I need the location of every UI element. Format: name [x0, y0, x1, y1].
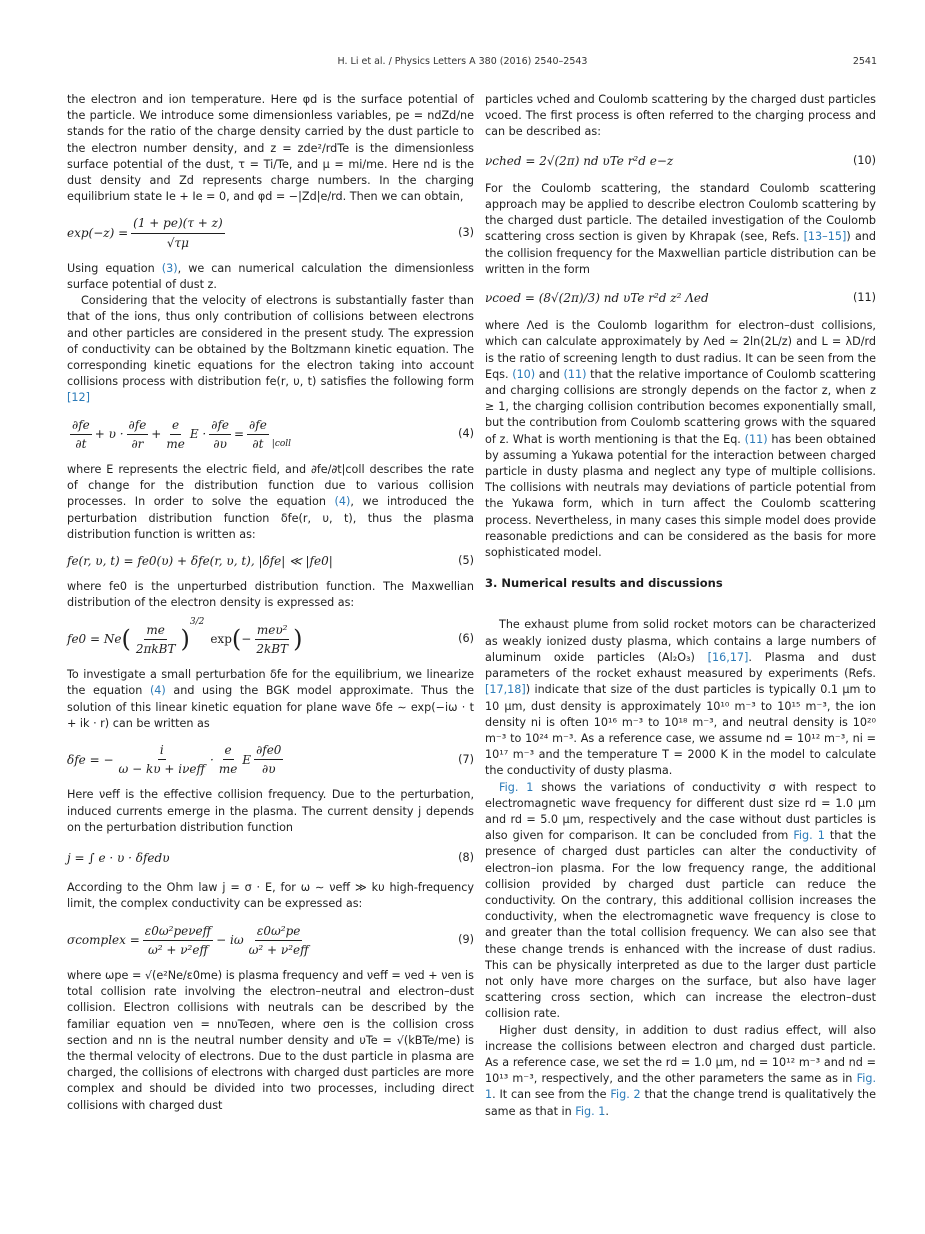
eq-term: E ·	[189, 427, 207, 442]
eq-link[interactable]: (4)	[334, 495, 351, 509]
eq-term: ·	[209, 752, 214, 767]
eq-denominator: ∂t	[75, 436, 87, 451]
equation-8	[67, 850, 474, 866]
left-column	[67, 92, 474, 1114]
right-paren: )	[293, 625, 303, 654]
eq-denominator: 2kBT	[256, 641, 289, 656]
paragraph: where fe0 is the unperturbed distribution function. The Maxwellian distribution of the electron density is expressed as:	[67, 580, 474, 610]
eq-body: νcoed = (8√(2π)/3) nd υTe r²d z² Λed	[485, 291, 709, 306]
text: The exhaust plume from solid rocket motors can be characterized as weakly ionized dusty plasma, which contains a large numbers of aluminum oxide particles (Al₂O₃)	[485, 618, 876, 664]
eq-term: +	[151, 427, 162, 442]
eq-link[interactable]: (10)	[512, 367, 536, 381]
paragraph	[67, 261, 474, 293]
ref-link[interactable]: [12]	[67, 391, 90, 405]
eq-denominator: me	[166, 436, 185, 451]
ref-link[interactable]: [16,17]	[707, 650, 749, 664]
text: , we can numerical calculation the dimensionless surface potential of dust z.	[67, 261, 474, 292]
eq-term: =	[233, 427, 245, 442]
eq-numerator: ε0ω²peνeff	[143, 923, 213, 941]
eq-term: exp	[210, 632, 232, 647]
paragraph	[67, 293, 474, 406]
equation-number: (6)	[458, 632, 474, 646]
text: .	[605, 1104, 609, 1118]
equation-number: (3)	[458, 226, 474, 240]
text: ) indicate that size of the dust particles is typically 0.1 μm to 10 μm, dust density is approximately 10¹⁰ m⁻³ to 10¹⁵ m⁻³, the ion density ni is often 10¹⁶ m⁻³ to 10¹⁸ m⁻³, and neutral density is 10²⁰ m⁻³ to 10²⁴ m⁻³. As a reference case, we assume nd = 10¹² m⁻³, ni = 10¹⁷ m⁻³ and the temperature T = 2000 K in the model to calculate the conductivity of dusty plasma.	[485, 683, 876, 778]
text: and	[535, 367, 564, 381]
section-heading: 3. Numerical results and discussions	[485, 576, 723, 591]
paragraph	[67, 462, 474, 543]
equation-number: (7)	[458, 752, 474, 766]
equation-4	[67, 417, 474, 452]
paragraph: Here νeff is the effective collision frequency. Due to the perturbation, induced currents emerge in the plasma. The current density j depends on the perturbation distribution function	[67, 788, 474, 834]
paragraph	[485, 181, 876, 278]
eq-lhs: fe0 = Ne	[67, 632, 122, 647]
page-number: 2541	[852, 56, 877, 67]
eq-denominator: √τμ	[166, 235, 189, 250]
paragraph	[485, 617, 876, 779]
text: . Plasma and dust parameters of the rocket exhaust measured by experiments (Refs.	[485, 650, 876, 681]
eq-numerator: ∂fe0	[254, 742, 283, 760]
equation-6: fe0 = Ne ( $\frac{me}{\text{2πkBT}}$ ) 3/2 exp ( − $\frac{\text{meυ²}}{\text{2kBT}}$ ) (6)	[67, 616, 474, 656]
equation-9	[67, 923, 474, 958]
eq-numerator: ε0ω²pe	[255, 923, 302, 941]
eq-link[interactable]: (4)	[149, 684, 166, 698]
equation-number: (10)	[853, 153, 876, 167]
text: shows the variations of conductivity σ with respect to electromagnetic wave frequency for different dust size rd = 1.0 μm and rd = 5.0 μm, respectively and the case without dust particles is also given for comparison. It can be concluded from	[485, 780, 876, 843]
text: . It can see from the	[492, 1088, 611, 1102]
eq-numerator: e	[223, 742, 234, 760]
eq-body: fe(r, υ, t) = fe0(υ) + δfe(r, υ, t), |δfe| ≪ |fe0|	[67, 554, 333, 569]
paragraph	[485, 1023, 876, 1120]
equation-number: (9)	[458, 933, 474, 947]
text: where Λed is the Coulomb logarithm for electron–dust collisions, which can calculate approximately by Λed ≃ 2ln(2L/z) and L = λD/rd is the ratio of screening length to dust radius. It can be seen from the Eqs.	[485, 319, 876, 381]
eq-denominator: ω² + ν²eff	[248, 942, 309, 957]
eq-denominator: ∂υ	[213, 436, 227, 451]
paragraph: particles νched and Coulomb scattering by the charged dust particles νcoed. The first process is often referred to the charging process and can be described as:	[485, 93, 876, 139]
text: and using the BGK model approximate. Thus the solution of this linear kinetic equation for plane wave δfe ∼ exp(−iω · t + ik · r) can be written as	[67, 684, 474, 730]
figure-link[interactable]: Fig. 1	[793, 829, 825, 843]
text: that the presence of charged dust particles can alter the conductivity of electron–ion plasma. For the low frequency range, the additional collision provided by charged dust particle can reduce the conductivity. On the contrary, this additional collision increases the conductivity, when the electromagnetic wave frequency is close to and greater than the total collision frequency. We can also see that these change trends is enhanced with the increase of dust radius. This can be physically interpreted as due to the larger dust particle not only have more charges on the surface, but also have lager scattering cross section, which can increase the electron–dust collision rate.	[485, 829, 876, 1021]
eq-numerator: meυ²	[255, 622, 290, 640]
eq-denominator: ∂r	[131, 436, 144, 451]
equation-number: (4)	[458, 427, 474, 441]
eq-numerator: ∂fe	[247, 417, 269, 435]
equation-11	[485, 290, 876, 306]
eq-numerator: i	[158, 742, 166, 760]
paragraph: where ωpe = √(e²Ne/ε0me) is plasma frequency and νeff = νed + νen is total collision rate involving the electron–neutral and electron–dust collision. Electron collisions with neutrals can be described by the familiar equation νen = nnυTeσen, where σen is the collision cross section and nn is the neutral number density and υTe = √(kBTe/me) is the thermal velocity of electrons. Due to the dust particle in plasma are charged, the collisions of electrons with charged dust particles are more complex and should be divided into two processes, including direct collisions with charged dust	[67, 968, 474, 1112]
text: where E represents the electric field, and ∂fe/∂t|coll describes the rate of change for the distribution function due to various collision processes. In order to solve the equation	[67, 463, 474, 509]
paragraph: the electron and ion temperature. Here φd is the surface potential of the particle. We introduce some dimensionless variables, pe = ndZd/ne stands for the ratio of the charge density carried by the dust particle to the electron number density, and z = zde²/rdTe is the dimensionless surface potential of the dust, τ = Ti/Te, and μ = mi/me. Here nd is the dust density and Zd represents charge numbers. In the charging equilibrium state Ie + Ie = 0, and φd = −|Zd|e/rd. Then we can obtain,	[67, 93, 474, 204]
text: To investigate a small perturbation δfe for the equilibrium, we linearize the equation	[67, 668, 474, 698]
eq-body: νched = 2√(2π) nd υTe r²d e−z	[485, 153, 674, 168]
equation-10	[485, 153, 876, 169]
paragraph: According to the Ohm law j = σ · E, for ω ∼ νeff ≫ kυ high-frequency limit, the complex conductivity can be expressed as:	[67, 881, 474, 911]
text: that the change trend is qualitatively the same as that in	[485, 1088, 876, 1118]
text: Using equation	[67, 261, 162, 275]
eq-numerator: ∂fe	[127, 417, 149, 435]
equation-5	[67, 553, 474, 569]
eq-body: j = ∫ e · υ · δfedυ	[67, 850, 170, 865]
eq-link[interactable]: (11)	[744, 432, 768, 446]
eq-denominator: ∂t	[252, 436, 264, 451]
equation-number: (8)	[458, 850, 474, 864]
paragraph	[485, 318, 876, 561]
eq-link[interactable]: (11)	[563, 367, 587, 381]
left-paren: (	[121, 625, 131, 654]
eq-denominator: ω² + ν²eff	[147, 942, 208, 957]
equation-7	[67, 742, 474, 777]
eq-numerator: (1 + pe)(τ + z)	[131, 215, 224, 233]
right-paren: )	[180, 625, 190, 654]
eq-term: + υ ·	[94, 427, 124, 442]
right-column	[485, 92, 876, 1120]
text: Higher dust density, in addition to dust radius effect, will also increase the collisions between electron and charged dust particle. As a reference case, we set the rd = 1.0 μm, nd = 10¹² m⁻³ and nd = 10¹³ m⁻³, respectively, and the other parameters the same as in	[485, 1023, 876, 1086]
eq-term: E	[242, 752, 252, 767]
eq-lhs: σcomplex =	[67, 933, 140, 948]
figure-link[interactable]: Fig. 1	[575, 1104, 606, 1118]
text: has been obtained by assuming a Yukawa potential for the interaction between charged particle in dusty plasma and neglect any type of multiple collisions. The collisions with neutrals may deviations of particle potential from the Yukawa form, which in turn affect the Coulomb scattering process. Nevertheless, in many cases this simple model does provide reasonable predictions and can be considered as the basis for more sophisticated model.	[485, 432, 876, 560]
ref-link[interactable]: [17,18]	[485, 683, 526, 697]
eq-denominator: ∂υ	[262, 762, 276, 777]
left-paren: (	[231, 625, 242, 654]
equation-number: (11)	[853, 291, 876, 305]
equation-number: (5)	[458, 554, 474, 568]
figure-link[interactable]: Fig. 1	[485, 1072, 876, 1102]
paragraph	[67, 667, 474, 732]
running-header	[0, 56, 925, 70]
ref-link[interactable]: [13–15]	[803, 230, 847, 244]
text: ) and the collision frequency for the Maxwellian particle distribution can be written in the form	[485, 230, 877, 276]
eq-numerator: ∂fe	[209, 417, 231, 435]
text: that the relative importance of Coulomb scattering and charging collisions are strongly depends on the factor z, when z ≥ 1, the charging collision contribution becomes exponentially small, but the contribution from Coulomb scattering grows with the squared of z. What is worth mentioning is that the Eq.	[485, 367, 876, 446]
eq-denominator: me	[218, 762, 238, 777]
figure-link[interactable]: Fig. 1	[499, 780, 534, 794]
eq-subscript: |coll	[271, 438, 292, 449]
text: Considering that the velocity of electrons is substantially faster than that of the ions, thus only contribution of collisions between electrons and other particles are considered in the present study. The expression of conductivity can be obtained by the Boltzmann kinetic equation. The corresponding kinetic equations for the electron taking into account collisions process with distribution fe(r, υ, t) satisfies the following form	[67, 294, 474, 389]
eq-link[interactable]: (3)	[161, 261, 178, 275]
eq-numerator: me	[144, 622, 166, 640]
eq-denominator: 2πkBT	[135, 641, 176, 656]
journal-citation: H. Li et al. / Physics Letters A 380 (2016) 2540–2543	[337, 56, 588, 67]
eq-denominator: ω − kυ + iνeff	[118, 762, 205, 777]
eq-lhs: exp(−z) =	[67, 226, 129, 241]
eq-lhs: δfe = −	[67, 752, 114, 767]
equation-3	[67, 215, 474, 250]
figure-link[interactable]: Fig. 2	[610, 1088, 641, 1102]
text: , we introduced the perturbation distribution function δfe(r, υ, t), thus the plasma distribution function is written as:	[67, 495, 474, 541]
eq-numerator: e	[170, 417, 181, 435]
eq-term: − iω	[216, 933, 244, 948]
eq-numerator: ∂fe	[70, 417, 92, 435]
text: For the Coulomb scattering, the standard Coulomb scattering approach may be applied to describe electron Coulomb scattering by the charged dust particle. The detailed investigation of the Coulomb scattering cross section is given by Khrapak (see, Refs.	[485, 181, 876, 244]
paragraph	[485, 780, 876, 1023]
